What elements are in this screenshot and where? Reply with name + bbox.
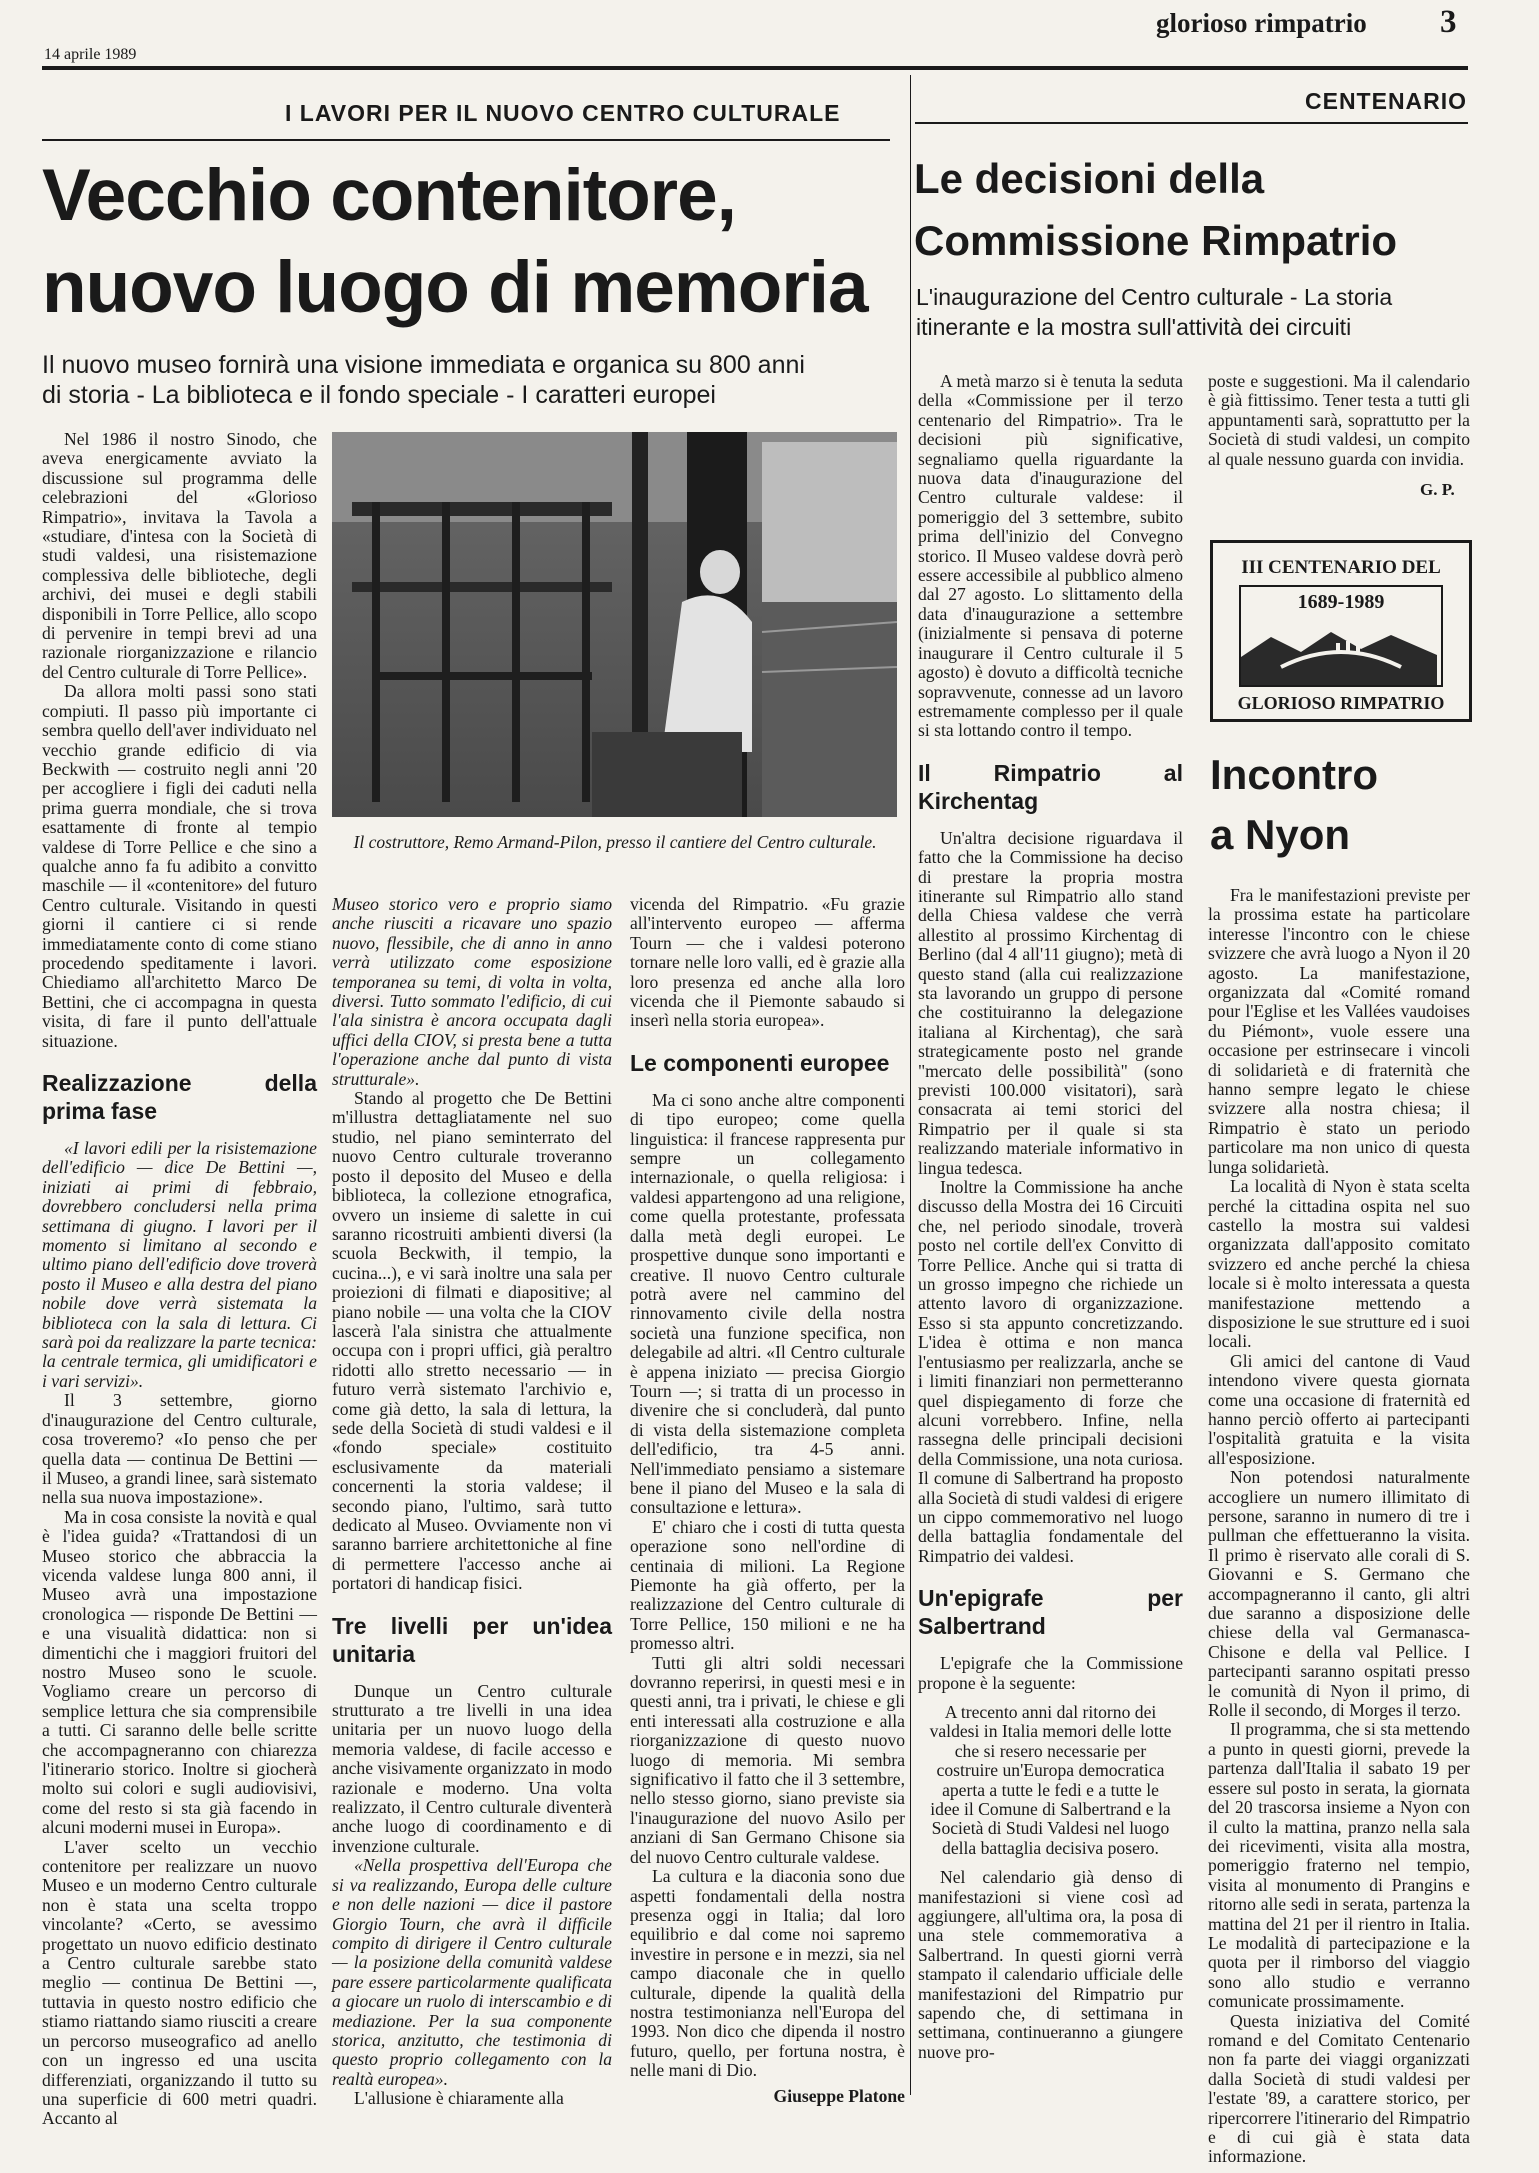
paragraph: Nel calendario già denso di manifestazioni si viene così ad aggiungere, all'ultima ora, la posa di una stele commemorativa a Salbertrand. In questi giorni verrà stampato il calendario ufficiale delle manifestazioni del Rimpatrio pur sapendo che, di settimana in settimana, continueranno a giungere nuove pro- (918, 1867, 1183, 2062)
section-heading: Realizzazione della prima fase (42, 1070, 317, 1124)
paragraph: vicenda del Rimpatrio. «Fu grazie all'intervento europeo — afferma Tourn — che i valdesi poterono tornare nelle loro valli, ed è grazie alla loro presenza ed anche alla loro vicenda che il Piemonte sabaudo si inserì nella storia europea». (630, 894, 905, 1031)
right-subhead-line2: itinerante e la mostra sull'attività dei circuiti (916, 314, 1352, 340)
paragraph: Ma in cosa consiste la novità e qual è l'idea guida? «Trattandosi di un Museo storico che abbraccia la vicenda valdese lunga 800 anni, il Museo avrà una impostazione cronologica — risponde De Bettini — e una visualità didattica: non si dimentichi che i maggiori fruitori del nostro Museo sono le scuole. Vogliamo creare un percorso di semplice lettura che sia comprensibile a tutti. Ci saranno delle belle scritte che accompagneranno con chiarezza l'itinerario storico. Inoltre si giocherà molto sui colori e sugli audiovisivi, come del resto si sta già facendo in alcuni moderni musei in Europa». (42, 1506, 317, 1838)
right-kicker: CENTENARIO (1305, 88, 1468, 114)
paragraph: Stando al progetto che De Bettini m'illustra dettagliatamente nel suo studio, nel piano seminterrato del nuovo Centro culturale troveranno posto il deposito del Museo e della biblioteca, la collezione etnografica, ovvero un insieme di salette in cui saranno ricostruiti ambienti diversi (la scuola Beckwith, il tempio, la cucina...), e vi sarà inoltre una sala per proiezioni di filmati e diapositive; al piano nobile — una volta che la CIOV lascerà l'ala sinistra che attualmente occupa con i propri uffici, già peraltro ridotti allo stretto necessario — in futuro verrà sistemato l'archivio e, come già detto, la sala di lettura, la sede della Società di studi valdesi e il «fondo speciale» costituito esclusivamente da materiali concernenti la storia valdese; il secondo piano, l'ultimo, sarà tutto dedicato al Museo. Ovviamente non vi saranno barriere architettoniche al fine di permettere l'accesso anche ai portatori di handicap fisici. (332, 1088, 612, 1594)
centenary-logo (1210, 540, 1472, 722)
right-subhead-line1: L'inaugurazione del Centro culturale - La storia (916, 284, 1393, 310)
paragraph: «Nella prospettiva dell'Europa che si va realizzando, Europa delle culture e non delle nazioni — dice il pastore Giorgio Tourn, che avrà il difficile compito di dirigere il Centro culturale — la posizione della comunità valdese pare essere particolarmente qualificata a giocare un ruolo di interscambio e di mediazione. Per la sua componente storica, anzitutto, che testimonia di questo proprio collegamento con la realtà europea». (332, 1855, 612, 2089)
column-4 (918, 372, 1183, 2087)
paragraph: Dunque un Centro culturale strutturato a tre livelli in una idea unitaria per un nuovo luogo della memoria valdese, di facile accesso e anche visivamente organizzato in modo razionale e moderno. Una volta realizzato, il Centro culturale diventerà anche luogo di coordinamento e di invenzione culturale. (332, 1680, 612, 1856)
nyon-headline-line1: Incontro (1210, 751, 1378, 798)
section-divider (910, 75, 911, 2095)
paragraph: Inoltre la Commissione ha anche discusso della Mostra dei 16 Circuiti che, nel periodo sinodale, troverà posto nel cortile dell'ex Convitto di Torre Pellice. Anche qui si tratta di un grosso impegno che richiede un attento lavoro di organizzazione. Esso si sta appunto concretizzando. L'idea è ottima e non manca l'entusiasmo per realizzarla, anche se i limiti finanziari non permetteranno quel dispiegamento di forze che alcuni vorrebbero. Infine, nella rassegna delle principali decisioni della Commissione, una nota curiosa. Il comune di Salbertrand ha proposto alla Società di studi valdesi di erigere un cippo commemorativo nel luogo della battaglia fondamentale del Rimpatrio dei valdesi. (918, 1177, 1183, 1566)
issue-date: 14 aprile 1989 (44, 46, 137, 63)
logo-emblem (1239, 585, 1443, 687)
column-1 (42, 429, 317, 2129)
right-headline (914, 148, 1397, 272)
paragraph: L'aver scelto un vecchio contenitore per realizzare un nuovo Museo e un moderno Centro culturale non è stata una scelta troppo vincolante? «Certo, se avessimo progettato un nuovo edificio destinato a Centro culturale sarebbe stato meglio — continua De Bettini —, tuttavia in questo nostro edificio che stiamo riattando siamo riusciti a creare un percorso museografico ad anello con un ingresso ed una uscita differenziati, organizzando il tutto su una superficie di 600 metri quadri. Accanto al (42, 1836, 317, 2129)
nyon-headline-line2: a Nyon (1210, 811, 1351, 858)
paragraph: Tutti gli altri soldi necessari dovranno reperirsi, in questi mesi e in questi anni, tra i privati, le chiese e gli enti interessati alla costruzione e alla riorganizzazione di questo nuovo luogo di memoria. Mi sembra significativo il fatto che il 3 settembre, nello stesso giorno, siano previste sia l'inaugurazione del nuovo Asilo per anziani di San Germano Chisone sia del nuovo Centro culturale valdese. (630, 1652, 905, 1867)
paragraph: Ma ci sono anche altre componenti di tipo europeo; come quella linguistica: il francese rappresenta pur sempre un collegamento internazionale, o quella religiosa: i valdesi appartengono ad una religione, come quella protestante, professata dalla metà degli europei. Le prospettive dunque sono importanti e creative. Il nuovo Centro culturale potrà avere nel cammino del rinnovamento civile della nostra società una funzione specifica, non delegabile ad altri. «Il Centro culturale è appena iniziato — precisa Giorgio Tourn —; si tratta di un processo in divenire che si concluderà, dal punto di vista della sistemazione completa dell'edificio, tra 4-5 anni. Nell'immediato pensiamo a sistemare bene il piano del Museo e la sala di consultazione e lettura». (630, 1089, 905, 1518)
paragraph: Gli amici del cantone di Vaud intendono vivere questa giornata come una occasione di fraternità ed hanno perciò offerto ai partecipanti l'ospitalità gratuita e la visita all'esposizione. (1208, 1350, 1470, 1468)
paragraph: Questa iniziativa del Comité romand e del Comitato Centenario non fa parte dei viaggi organizzati dalla Società di studi valdesi per l'estate '89, a carattere storico, per ripercorrere l'itinerario del Rimpatrio e di cui già è stata data informazione. (1208, 2010, 1470, 2167)
paragraph: Da allora molti passi sono stati compiuti. Il passo più importante ci sembra quello dell'aver individuato nel vecchio grande edificio di via Beckwith — costruito negli anni '20 per accogliere i figli dei caduti nella prima guerra mondiale, che si trova esattamente di fronte al tempio valdese di Torre Pellice e che sino a qualche anno fa fu adibito a convitto maschile — il «contenitore» del futuro Centro culturale. Visitando in questi giorni il cantiere ci si rende immediatamente conto di come stiano procedendo speditamente i lavori. Chiediamo all'architetto Marco De Bettini, che ci accompagna in questa visita, di fare il punto dell'attuale situazione. (42, 681, 317, 1051)
paragraph: La località di Nyon è stata scelta perché la cittadina ospita nel suo castello la mostra sui valdesi organizzata dall'apposito comitato svizzero ed anche perché la chiesa locale si è molto interessata a questa manifestazione mettendo a disposizione le sue strutture ed i suoi locali. (1208, 1176, 1470, 1352)
author-initials: G. P. (1420, 480, 1455, 499)
bridge-icon (1241, 617, 1437, 685)
paper-name: glorioso rimpatrio (1156, 8, 1367, 38)
paragraph: E' chiaro che i costi di tutta questa operazione sono nell'ordine di centinaia di milioni. La Regione Piemonte ha già offerto, per la realizzazione del Centro culturale di Torre Pellice, 150 milioni e ne ha promesso altri. (630, 1516, 905, 1654)
right-headline-line2: Commissione Rimpatrio (914, 217, 1398, 264)
nyon-headline (1210, 745, 1378, 865)
left-subhead (42, 350, 892, 410)
section-heading: Le componenti europee (630, 1049, 890, 1076)
column-5-body (1208, 885, 1470, 2167)
right-headline-line1: Le decisioni della (914, 155, 1265, 202)
paragraph: L'epigrafe che la Commissione propone è la seguente: (918, 1653, 1183, 1693)
column-5 (1208, 372, 1470, 482)
logo-top-text: III CENTENARIO DEL (1241, 557, 1441, 578)
section-heading: Tre livelli per un'idea unitaria (332, 1612, 612, 1667)
paragraph: La cultura e la diaconia sono due aspetti fondamentali della nostra presenza oggi in Italia; dal loro equilibrio e dal come noi sapremo investire in persone e in mezzi, sia nel campo diaconale che in quello culturale, dipende la qualità della nostra testimonianza nell'Europa del 1993. Non dico che dipenda il nostro futuro, quello, per fortuna nostra, è nelle mani di Dio. (630, 1866, 905, 2081)
paragraph: L'allusione è chiaramente alla (354, 2088, 564, 2109)
right-subhead (916, 282, 1476, 342)
author-signature: Giuseppe Platone (773, 2085, 905, 2106)
paragraph: A metà marzo si è tenuta la seduta della «Commissione per il terzo centenario del Rimpatrio». Tra le decisioni più significative, segnaliamo quella riguardante la nuova data d'inaugurazione del Centro culturale valdese: il pomeriggio del 3 settembre, subito prima dell'inizio del Convegno storico. Il Museo valdese dovrà però essere accessibile al pubblico almeno dal 27 agosto. Lo slittamento della data d'inaugurazione a settembre (inizialmente si pensava di poterne inaugurare il Centro culturale il 5 agosto) è dovuto a difficoltà tecniche sopravvenute, connesse ad un lavoro estremamente complesso per il quale si sta lottando contro il tempo. (918, 371, 1183, 741)
column-3 (630, 894, 905, 2106)
epigraph: A trecento anni dal ritorno dei valdesi in Italia memori delle lotte che si resero necessarie per costruire un'Europa democratica aperta a tutte le fedi e a tutte le idee il Comune di Salbertrand e la Società di Studi Valdesi nel luogo della battaglia decisiva posero. (929, 1701, 1172, 1858)
paragraph: Il 3 settembre, giorno d'inaugurazione del Centro culturale, cosa troveremo? «Io penso che per quella data — continua De Bettini — il Museo, a grandi linee, sarà sistemato nella sua nuova impostazione». (42, 1390, 317, 1508)
paragraph: poste e suggestioni. Ma il calendario è già fittissimo. Tener testa a tutti gli appuntamenti sarà, soprattutto per la Società di studi valdesi, un compito al quale nessuno guarda con invidia. (1208, 371, 1470, 469)
paragraph: Il programma, che si sta mettendo a punto in questi giorni, prevede la partenza dall'Italia il sabato 19 per essere sul posto in serata, la giornata del 20 trascorsa insieme a Nyon con il culto la mattina, pranzo nella sala dei ricevimenti, visita alla mostra, pomeriggio fraterno nel tempio, visita al monumento di Prangins e ritorno alle sedi in serata, partenza la mattina del 21 per il rientro in Italia. Le modalità di partecipazione e la quota per il rimborso del viaggio sono allo studio e verranno comunicate prossimamente. (1208, 1719, 1470, 2012)
right-kicker-rule (915, 122, 1468, 124)
paragraph: Fra le manifestazioni previste per la prossima estate ha particolare interesse l'incontro con le chiese svizzere che avrà luogo a Nyon il 20 agosto. La manifestazione, organizzata dal «Comité romand pour l'Eglise et les Vallées vaudoises du Piémont», vuole essere una occasione per estrinsecare i vincoli di solidarietà e di fraternità che hanno sempre legato le chiese svizzere alla nostra chiesa; il Rimpatrio è stato un periodo particolare ma non unico di questa lunga solidarietà. (1208, 885, 1470, 1177)
logo-years: 1689-1989 (1297, 591, 1385, 613)
left-kicker: I LAVORI PER IL NUOVO CENTRO CULTURALE (285, 100, 841, 126)
paragraph: Non potendosi naturalmente accogliere un numero illimitato di persone, saranno in numero di tre i pullman che effettueranno la visita. Il primo è riservato alle corali di S. Giovanni e S. Germano che accompagneranno il canto, gli altri due saranno a disposizione delle chiese della val Germanasca-Chisone e della val Pellice. I partecipanti saranno ospitati presso le comunità di Nyon il primo, di Rolle il secondo, di Morges il terzo. (1208, 1467, 1470, 1721)
left-subhead-line1: Il nuovo museo fornirà una visione immediata e organica su 800 anni (42, 351, 805, 379)
construction-photo (332, 432, 897, 817)
left-subhead-line2: di storia - La biblioteca e il fondo speciale - I caratteri europei (42, 381, 716, 409)
paragraph: Nel 1986 il nostro Sinodo, che aveva energicamente avviato la discussione sul programma delle celebrazioni del «Glorioso Rimpatrio», invitava la Tavola a «studiare, d'intesa con la Società di studi valdesi, una risistemazione complessiva delle biblioteche, degli archivi, dei musei e degli stabili disponibili in Torre Pellice, allo scopo di pervenire in tempi brevi ad una razionale riorganizzazione e rilancio del Centro culturale di Torre Pellice». (42, 429, 317, 682)
masthead-rule (42, 66, 1468, 70)
left-headline-line2: nuovo luogo di memoria (42, 247, 868, 328)
page-number: 3 (1440, 4, 1457, 40)
left-headline (42, 150, 868, 334)
paragraph: Museo storico vero e proprio siamo anche riusciti a ricavare uno spazio nuovo, flessibile, che di anno in anno verrà utilizzato come esposizione temporanea su temi, di volta in volta, diversi. Tutto sommato l'edificio, di cui l'ala sinistra è ancora occupata dagli uffici della CIOV, si presta bene a tutta l'operazione anche dal punto di vista strutturale». (332, 894, 612, 1089)
left-kicker-rule (42, 139, 890, 141)
paragraph: Un'altra decisione riguardava il fatto che la Commissione ha deciso di prestare la propria mostra itinerante sul Rimpatrio allo stand della Chiesa valdese che verrà allestito al prossimo Kirchentag di Berlino (dal 4 all'11 giugno); metà di questo stand (alla cui realizzazione sta lavorando un gruppo di persone che costituiranno la delegazione italiana al Kirchentag), che sarà strategicamente posto nel grande "mercato delle possibilità" (sono previsti 100.000 visitatori), sarà consacrata ai temi storici del Rimpatrio per il quale si sta realizzando materiale informativo in lingua tedesca. (918, 827, 1183, 1178)
section-heading: Il Rimpatrio al Kirchentag (918, 759, 1183, 814)
column-2 (332, 894, 612, 2109)
left-headline-line1: Vecchio contenitore, (42, 155, 736, 236)
paragraph: «I lavori edili per la risistemazione dell'edificio — dice De Bettini —, iniziati ai primi di febbraio, dovrebbero concludersi nella prima settimana di giugno. I lavori per il momento si limitano al secondo e ultimo piano dell'edificio dove troverà posto il Museo e alla destra del piano nobile dove verrà sistemata la biblioteca con la sala di lettura. Ci sarà poi da realizzare la parte tecnica: la centrale termica, gli umidificatori e i vari servizi». (42, 1138, 317, 1391)
logo-bottom-text: GLORIOSO RIMPATRIO (1237, 693, 1445, 713)
section-heading: Un'epigrafe per Salbertrand (918, 1585, 1183, 1640)
photo-caption: Il costruttore, Remo Armand-Pilon, presso il cantiere del Centro culturale. (353, 832, 877, 852)
